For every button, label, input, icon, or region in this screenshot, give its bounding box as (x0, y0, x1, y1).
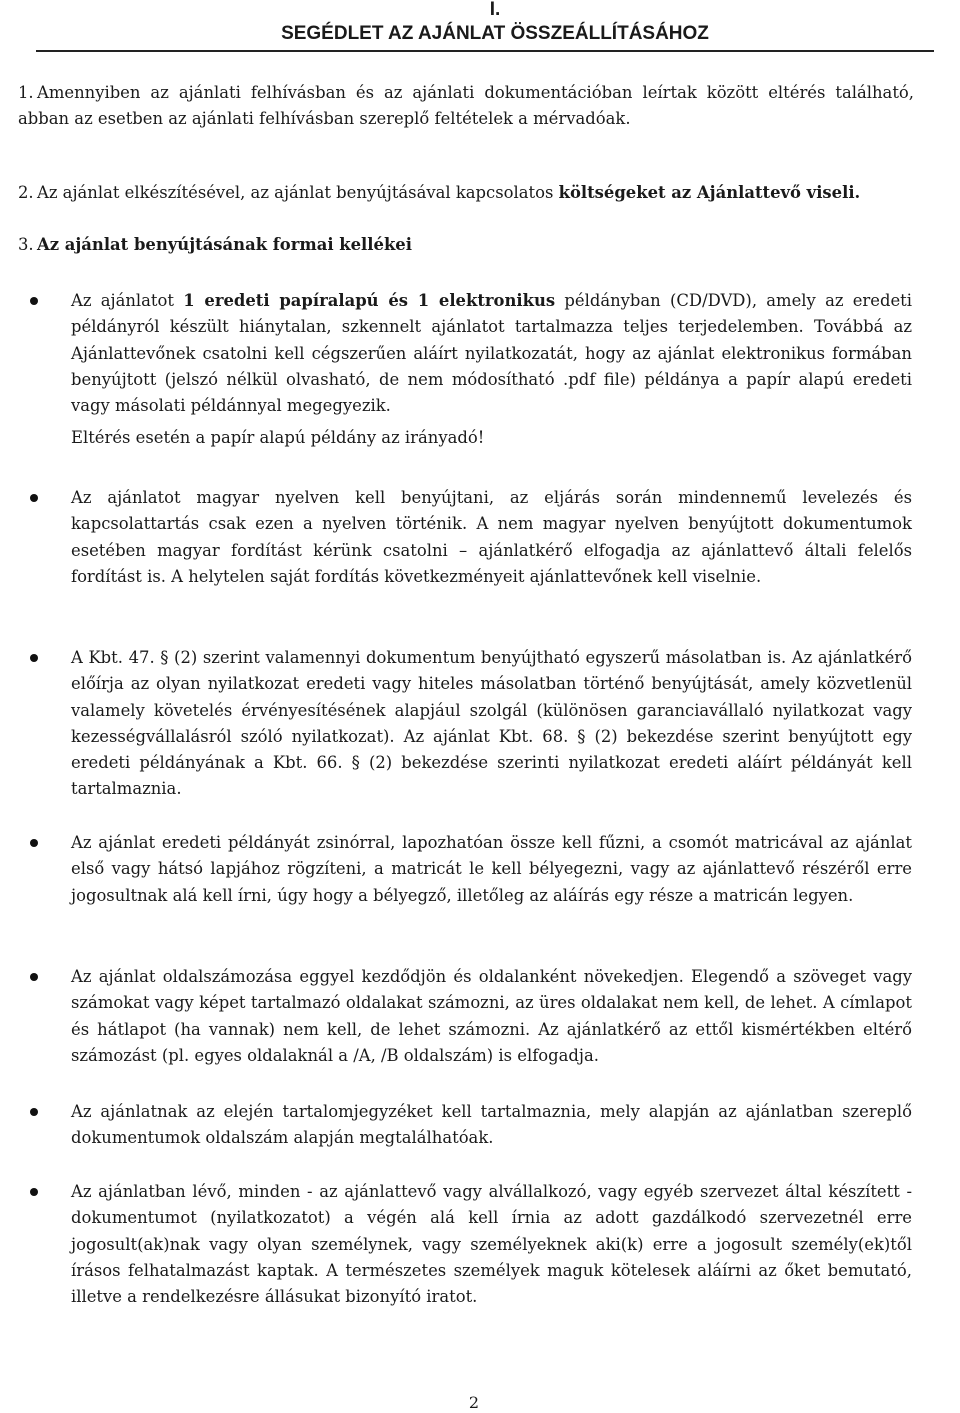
section-title: SEGÉDLET AZ AJÁNLAT ÖSSZEÁLLÍTÁSÁHOZ (281, 23, 709, 44)
bullet-paragraph: A Kbt. 47. § (2) szerint valamennyi dokumentum benyújtható egyszerű másolatban is. Az ajánlatkérő előírja az olyan nyilatkozat eredeti vagy hiteles másolatban történő benyújtását, amely közvetlenül valamely követelés érvényesítésének alapjául szolgál (különösen garanciavállaló nyilatkozat vagy kezességvállalásról szóló nyilatkozat). Az ajánlat Kbt. 68. § (2) bekezdése szerint benyújtott egy eredeti példányának a Kbt. 66. § (2) bekezdése szerinti nyilatkozat eredeti aláírt példányát kell tartalmaznia. (71, 648, 912, 799)
item-number: 3. (18, 235, 34, 254)
section-number: I. (489, 0, 501, 20)
bullet-icon (30, 839, 38, 847)
bullet-icon (30, 1188, 38, 1196)
bullet-paragraph: Az ajánlatot magyar nyelven kell benyújtani, az eljárás során mindennemű levelezés és kapcsolattartás csak ezen a nyelven történik. A nem magyar nyelven benyújtott dokumentumok esetében magyar fordítást kérünk csatolni – ajánlatkérő elfogadja az ajánlattevő általi felelős fordítást is. A helytelen saját fordítás következményeit ajánlattevőnek kell viselnie. (71, 488, 912, 586)
bullet-paragraph: Az ajánlat eredeti példányát zsinórral, lapozhatóan össze kell fűzni, a csomót matricával az ajánlat első vagy hátsó lapjához rögzíteni, a matricát le kell bélyegezni, vagy az ajánlattevő részéről erre jogosultnak alá kell írni, úgy hogy a bélyegző, illetőleg az aláírás egy része a matricán legyen. (71, 833, 912, 905)
bullet-icon (30, 973, 38, 981)
bullet-paragraph: Az ajánlatban lévő, minden - az ajánlattevő vagy alvállalkozó, vagy egyéb szervezet által készített - dokumentumot (nyilatkozatot) a végén alá kell írnia az adott gazdálkodó szervezetnél erre jogosult(ak)nak vagy olyan személynek, vagy személyeknek aki(k) erre a jogosult személy(ek)től írásos felhatalmazást kaptak. A természetes személyek maguk kötelesek aláírni az őket bemutató, illetve a rendelkezésre állásukat bizonyító iratot. (71, 1182, 912, 1307)
page-number: 2 (468, 1393, 480, 1412)
numbered-item-1 (18, 80, 914, 132)
item-number: 1. (18, 83, 34, 102)
item-number: 2. (18, 183, 34, 202)
item-text: Az ajánlat elkészítésével, az ajánlat benyújtásával kapcsolatos (37, 183, 559, 202)
bold-phrase: 1 eredeti papíralapú és 1 elektronikus (183, 291, 556, 310)
item-text: Amennyiben az ajánlati felhívásban és az ajánlati dokumentációban leírtak között eltérés található, abban az esetben az ajánlati felhívásban szereplő feltételek a mérvadóak. (18, 83, 914, 128)
numbered-item-3 (18, 232, 412, 258)
bullet-icon (30, 654, 38, 662)
item-text-bold: költségeket az Ajánlattevő viseli. (558, 183, 861, 202)
bullet-icon (30, 1108, 38, 1116)
bullet-icon (30, 297, 38, 305)
bullet-paragraph: Az ajánlatnak az elején tartalomjegyzéket kell tartalmaznia, mely alapján az ajánlatban szereplő dokumentumok oldalszám alapján megtalálhatóak. (71, 1102, 912, 1148)
header-divider (36, 50, 934, 52)
bullet-paragraph: Az ajánlat oldalszámozása eggyel kezdődjön és oldalanként növekedjen. Elegendő a szöveget vagy számokat vagy képet tartalmazó oldalakat számozni, az üres oldalakat nem kell, de lehet. A címlapot és hátlapot (ha vannak) nem kell, de lehet számozni. Az ajánlatkérő az ettől kismértékben eltérő számozást (pl. egyes oldalaknál a /A, /B oldalszám) is elfogadja. (71, 967, 912, 1065)
bullet-icon (30, 494, 38, 502)
bullet-paragraph: Az ajánlatot 1 eredeti papíralapú és 1 elektronikus példányban (CD/DVD), amely az eredeti példányról készült hiánytalan, szkennelt ajánlatot tartalmazza teljes terjedelemben. Továbbá az Ajánlattevőnek csatolni kell cégszerűen aláírt nyilatkozatát, hogy az ajánlat elektronikus formában benyújtott (jelszó nélkül olvasható, de nem módosítható .pdf file) példánya a papír alapú eredeti vagy másolati példánnyal megegyezik. (71, 291, 912, 416)
bullet-note: Eltérés esetén a papír alapú példány az irányadó! (71, 428, 485, 448)
numbered-item-2 (18, 180, 914, 206)
subsection-heading: Az ajánlat benyújtásának formai kellékei (37, 235, 412, 254)
